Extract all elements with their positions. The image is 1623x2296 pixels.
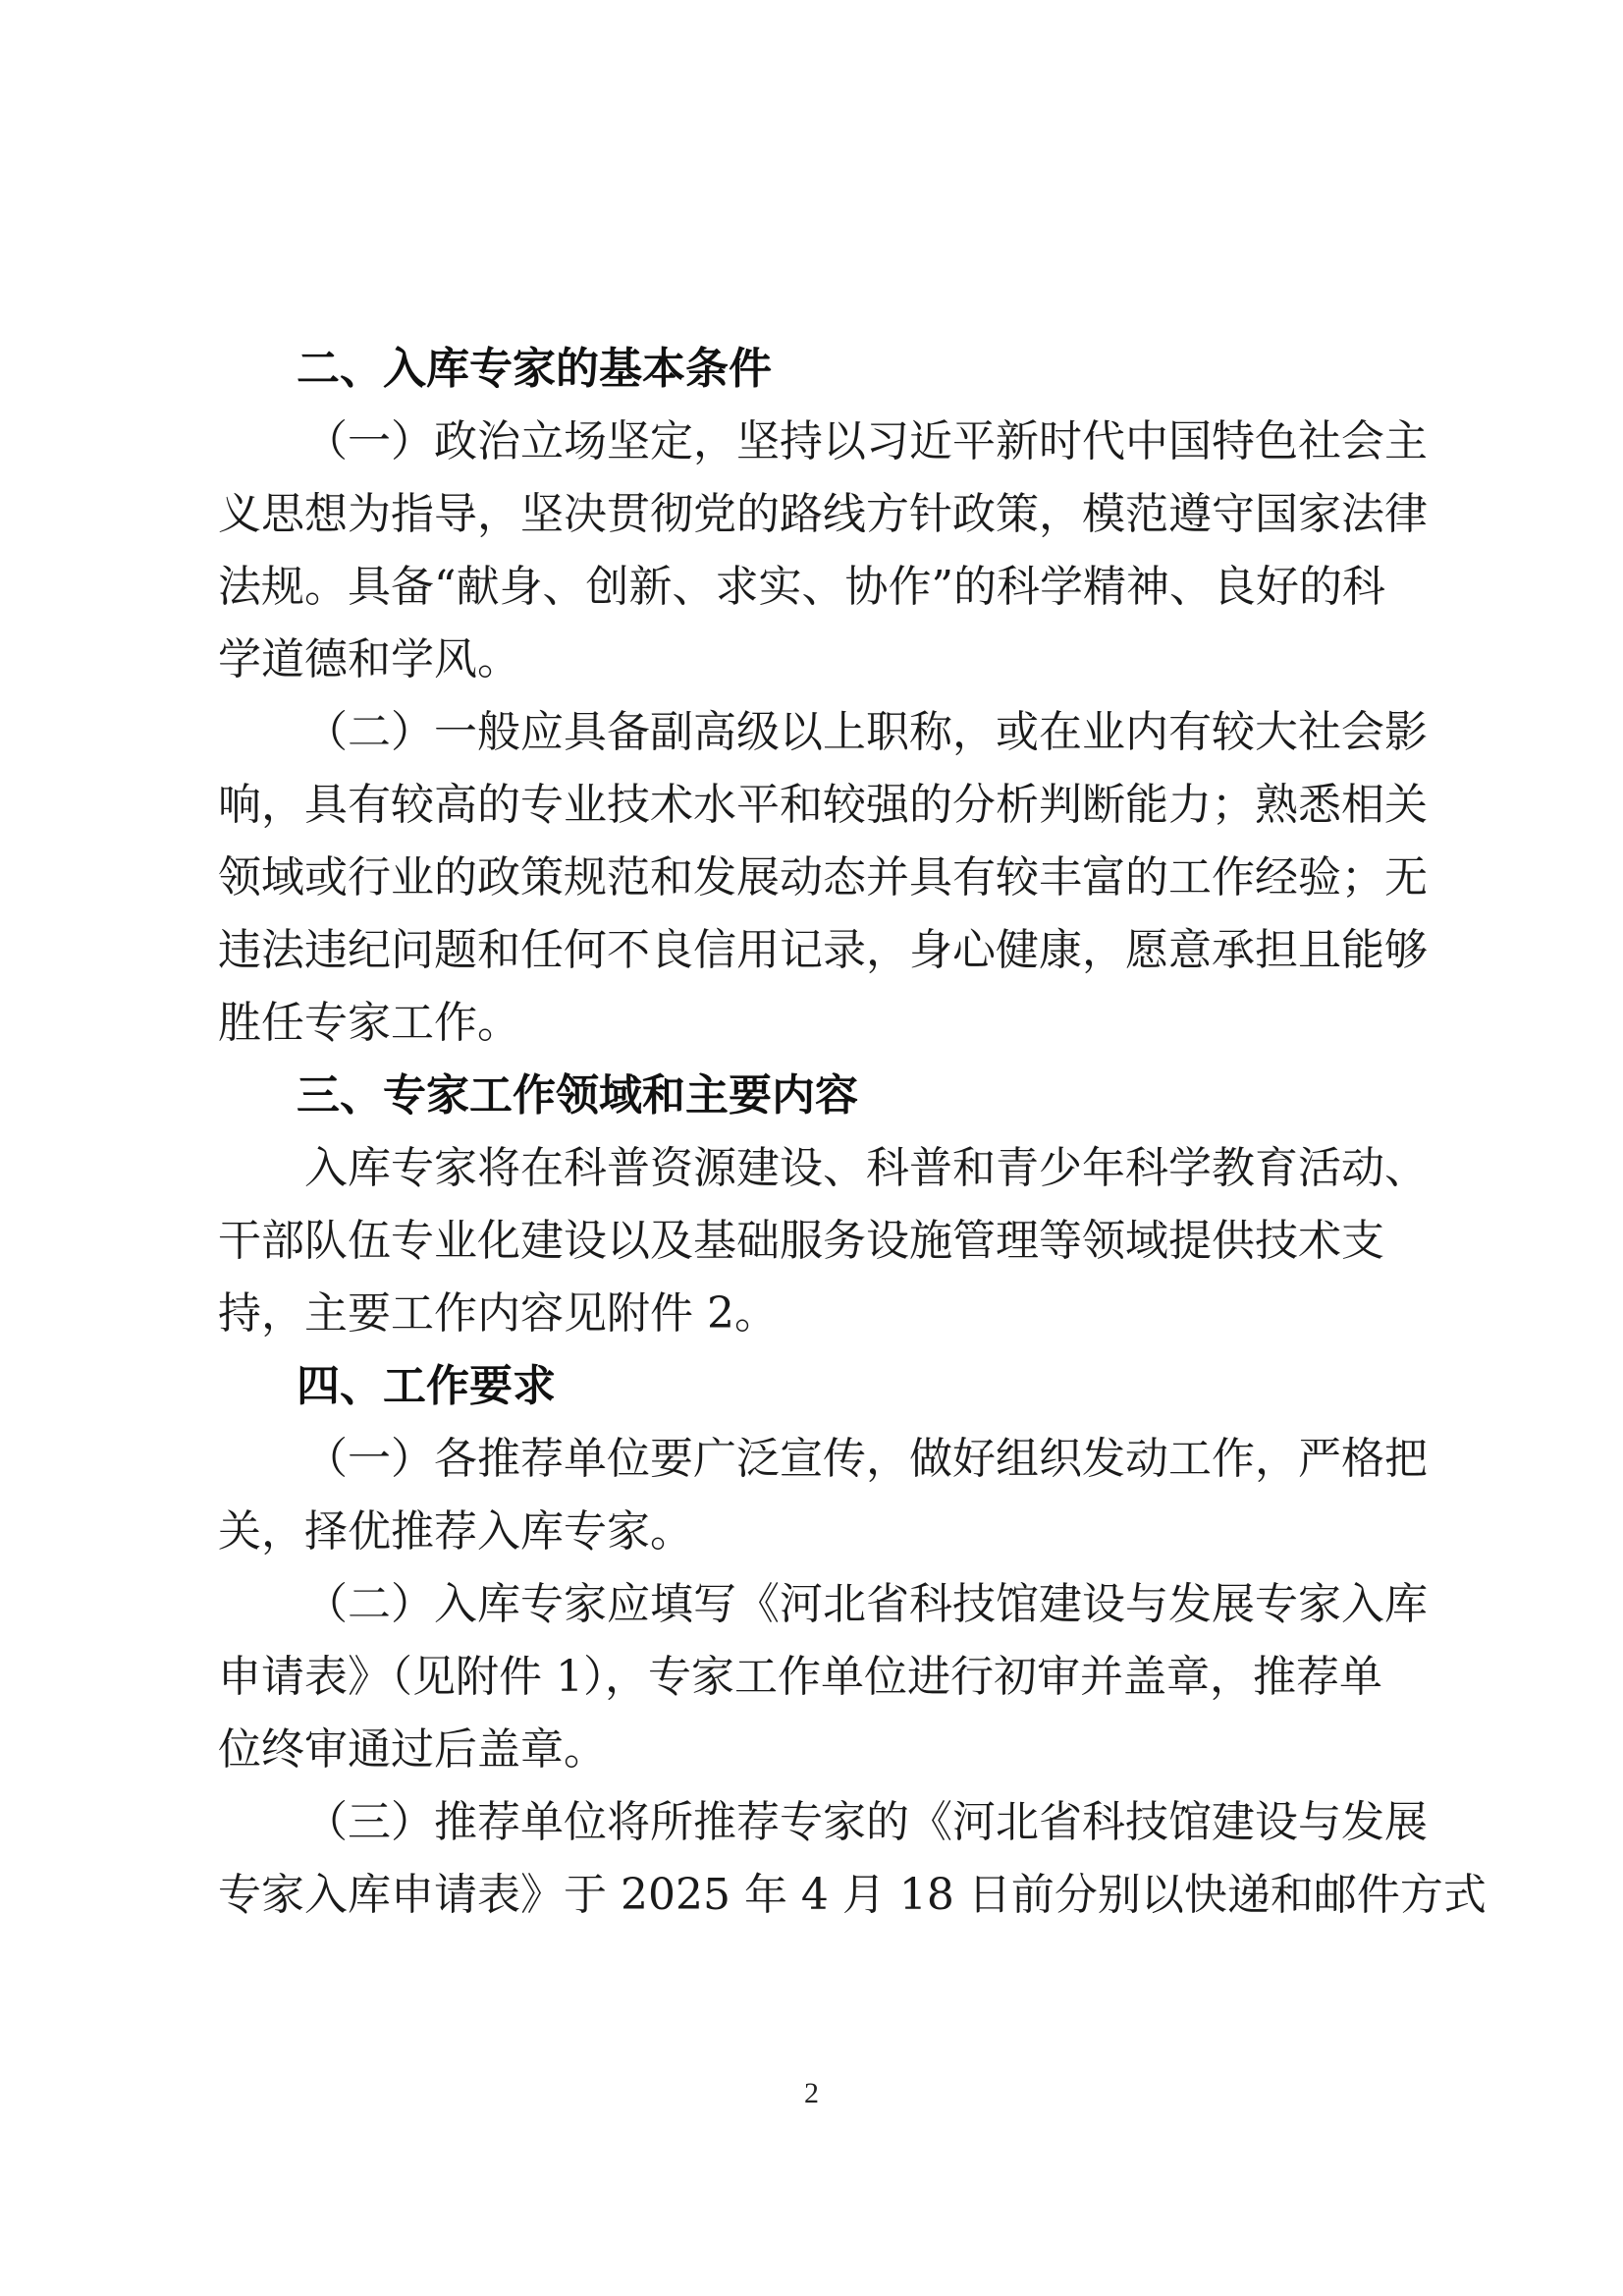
paragraph-line: 违法违纪问题和任何不良信用记录，身心健康，愿意承担且能够 <box>218 925 1428 975</box>
page-number: 2 <box>804 2077 819 2109</box>
paragraph-line: 学道德和学风。 <box>218 634 520 684</box>
paragraph-line: 义思想为指导，坚决贯彻党的路线方针政策，模范遵守国家法律 <box>218 489 1428 539</box>
paragraph-line: 响，具有较高的专业技术水平和较强的分析判断能力；熟悉相关 <box>218 780 1428 830</box>
paragraph-line: （二）入库专家应填写《河北省科技馆建设与发展专家入库 <box>304 1579 1428 1629</box>
paragraph-line: 持，主要工作内容见附件 2。 <box>218 1288 778 1339</box>
paragraph-line: 干部队伍专业化建设以及基础服务设施管理等领域提供技术支 <box>218 1216 1384 1266</box>
paragraph-line: 关，择优推荐入库专家。 <box>218 1506 693 1557</box>
paragraph-line: 专家入库申请表》于 2025 年 4 月 18 日前分别以快递和邮件方式 <box>218 1870 1487 1920</box>
paragraph-line: 申请表》（见附件 1），专家工作单位进行初审并盖章，推荐单 <box>218 1652 1382 1702</box>
paragraph-line: （三）推荐单位将所推荐专家的《河北省科技馆建设与发展 <box>304 1797 1428 1847</box>
paragraph-line: 法规。具备“献身、创新、求实、协作”的科学精神、良好的科 <box>218 562 1385 612</box>
paragraph-line: （一）各推荐单位要广泛宣传，做好组织发动工作，严格把 <box>304 1434 1428 1484</box>
paragraph-line: 领域或行业的政策规范和发展动态并具有较丰富的工作经验；无 <box>218 852 1428 902</box>
section-heading-3: 三、专家工作领域和主要内容 <box>297 1070 858 1121</box>
paragraph-line: 位终审通过后盖章。 <box>218 1724 607 1775</box>
paragraph-line: （二）一般应具备副高级以上职称，或在业内有较大社会影 <box>304 707 1428 757</box>
paragraph-line: （一）政治立场坚定，坚持以习近平新时代中国特色社会主 <box>304 416 1428 466</box>
paragraph-line: 入库专家将在科普资源建设、科普和青少年科学教育活动、 <box>304 1143 1428 1193</box>
paragraph-line: 胜任专家工作。 <box>218 998 520 1048</box>
section-heading-4: 四、工作要求 <box>297 1361 556 1411</box>
section-heading-2: 二、入库专家的基本条件 <box>297 344 772 394</box>
